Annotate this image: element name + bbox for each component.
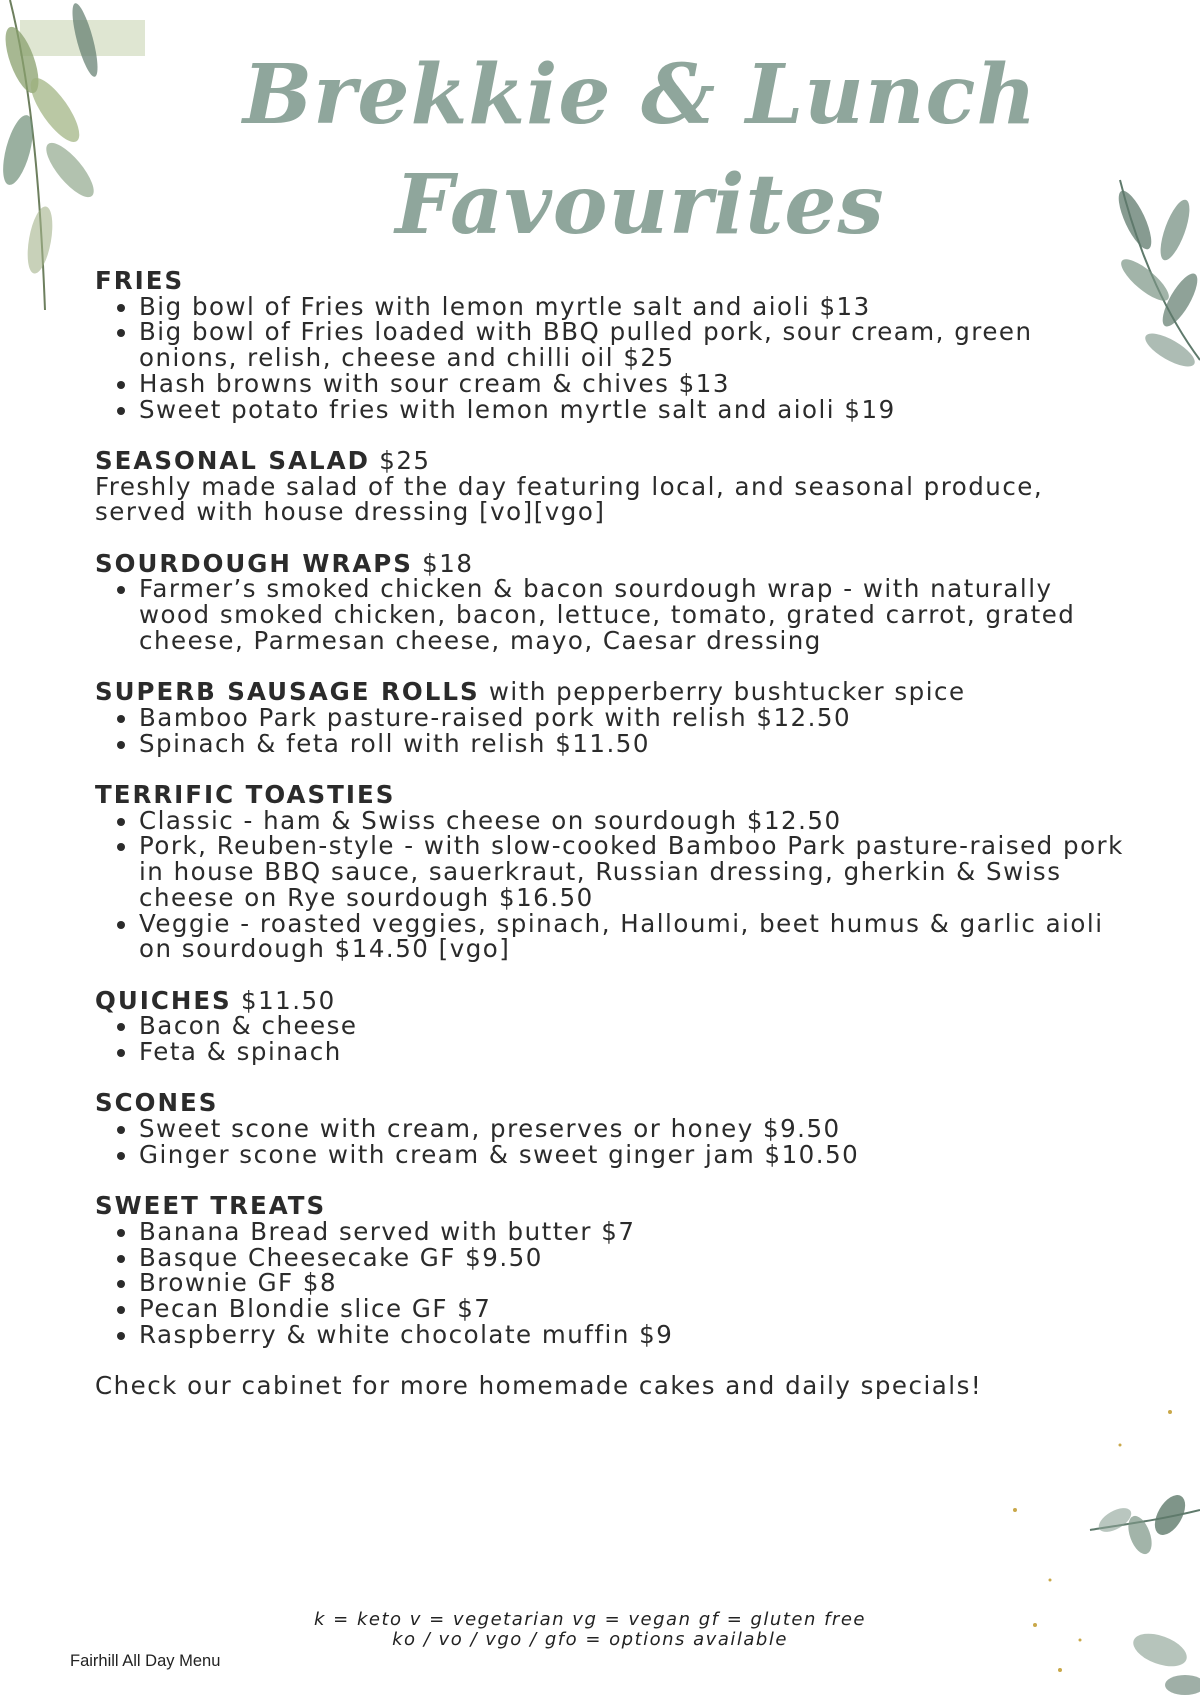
section-title: SEASONAL SALAD	[95, 445, 370, 475]
menu-item: • Ginger scone with cream & sweet ginger jam $10.50	[139, 1142, 1125, 1168]
section-heading	[95, 985, 1125, 1015]
menu-item: • Pecan Blondie slice GF $7	[139, 1296, 1125, 1322]
section-title: SUPERB SAUSAGE ROLLS	[95, 677, 480, 707]
menu-section	[95, 782, 1125, 962]
menu-item: • Banana Bread served with butter $7	[139, 1219, 1125, 1245]
menu-item: • Bacon & cheese	[139, 1013, 1125, 1039]
section-description: Freshly made salad of the day featuring local, and seasonal produce, served with house dressing [vo][vgo]	[95, 471, 1044, 527]
section-heading	[95, 1090, 1125, 1116]
menu-item: • Spinach & feta roll with relish $11.50	[139, 731, 1125, 757]
menu-item: • Sweet scone with cream, preserves or honey $9.50	[139, 1116, 1125, 1142]
item-list	[95, 702, 1125, 758]
legend-line: k = keto v = vegetarian vg = vegan gf = gluten free	[314, 1609, 866, 1630]
section-heading	[95, 782, 1125, 808]
section-title: TERRIFIC TOASTIES	[95, 780, 396, 809]
menu-section	[95, 445, 1125, 527]
section-heading	[95, 445, 1125, 475]
menu-section	[95, 1090, 1125, 1167]
menu-item: • Veggie - roasted veggies, spinach, Halloumi, beet humus & garlic aioli on sourdough $14.50 [vgo]	[139, 911, 1125, 962]
section-price: $11.50	[231, 985, 336, 1015]
section-price: with pepperberry bushtucker spice	[479, 677, 966, 707]
section-price: $25	[369, 445, 431, 475]
dietary-legend	[300, 1610, 880, 1650]
menu-item: • Brownie GF $8	[139, 1270, 1125, 1296]
menu-section	[95, 268, 1125, 422]
section-heading	[95, 268, 1125, 294]
menu-section	[95, 985, 1125, 1067]
item-list	[95, 1011, 1125, 1067]
menu-item: • Sweet potato fries with lemon myrtle salt and aioli $19	[139, 397, 1125, 423]
section-heading	[95, 1193, 1125, 1219]
item-list	[95, 1216, 1125, 1349]
item-list	[95, 1116, 1125, 1167]
legend-line: ko / vo / vgo / gfo = options available	[392, 1629, 788, 1650]
menu-item: • Hash browns with sour cream & chives $13	[139, 371, 1125, 397]
section-title: FRIES	[95, 266, 185, 295]
section-title: QUICHES	[95, 985, 232, 1015]
menu-item: • Basque Cheesecake GF $9.50	[139, 1245, 1125, 1271]
section-title: SCONES	[95, 1088, 219, 1118]
menu-item: • Farmer’s smoked chicken & bacon sourdough wrap - with naturally wood smoked chicken, bacon, lettuce, tomato, grated carrot, grated cheese, Parmesan cheese, mayo, Caesar dressing	[139, 576, 1125, 653]
menu-section	[95, 679, 1125, 756]
section-title: SOURDOUGH WRAPS	[95, 548, 413, 578]
menu-item: • Raspberry & white chocolate muffin $9	[139, 1322, 1125, 1348]
menu-item: • Feta & spinach	[139, 1039, 1125, 1065]
menu-section	[95, 1193, 1125, 1347]
footer-menu-name: Fairhill All Day Menu	[70, 1652, 221, 1670]
menu-item: • Pork, Reuben-style - with slow-cooked Bamboo Park pasture-raised pork in house BBQ sauce, sauerkraut, Russian dressing, gherkin & Swiss cheese on Rye sourdough $16.50	[139, 833, 1125, 910]
menu-item: • Big bowl of Fries loaded with BBQ pulled pork, sour cream, green onions, relish, cheese and chilli oil $25	[139, 319, 1125, 370]
cabinet-note: Check our cabinet for more homemade cakes and daily specials!	[95, 1371, 983, 1401]
item-list	[95, 291, 1125, 424]
section-heading	[95, 679, 1125, 705]
menu-item: • Big bowl of Fries with lemon myrtle salt and aioli $13	[139, 294, 1125, 320]
menu-title: Brekkie & Lunch Favourites	[242, 47, 1038, 253]
section-title: SWEET TREATS	[95, 1191, 327, 1221]
section-price: $18	[412, 548, 474, 578]
menu-item: • Classic - ham & Swiss cheese on sourdough $12.50	[139, 808, 1125, 834]
menu-item: • Bamboo Park pasture-raised pork with relish $12.50	[139, 705, 1125, 731]
item-list	[95, 576, 1125, 653]
bottom-right-leaf-decoration	[990, 1400, 1200, 1697]
section-heading	[95, 548, 1125, 578]
menu-section	[95, 548, 1125, 655]
item-list	[95, 805, 1125, 964]
menu-sections	[95, 268, 1125, 1399]
